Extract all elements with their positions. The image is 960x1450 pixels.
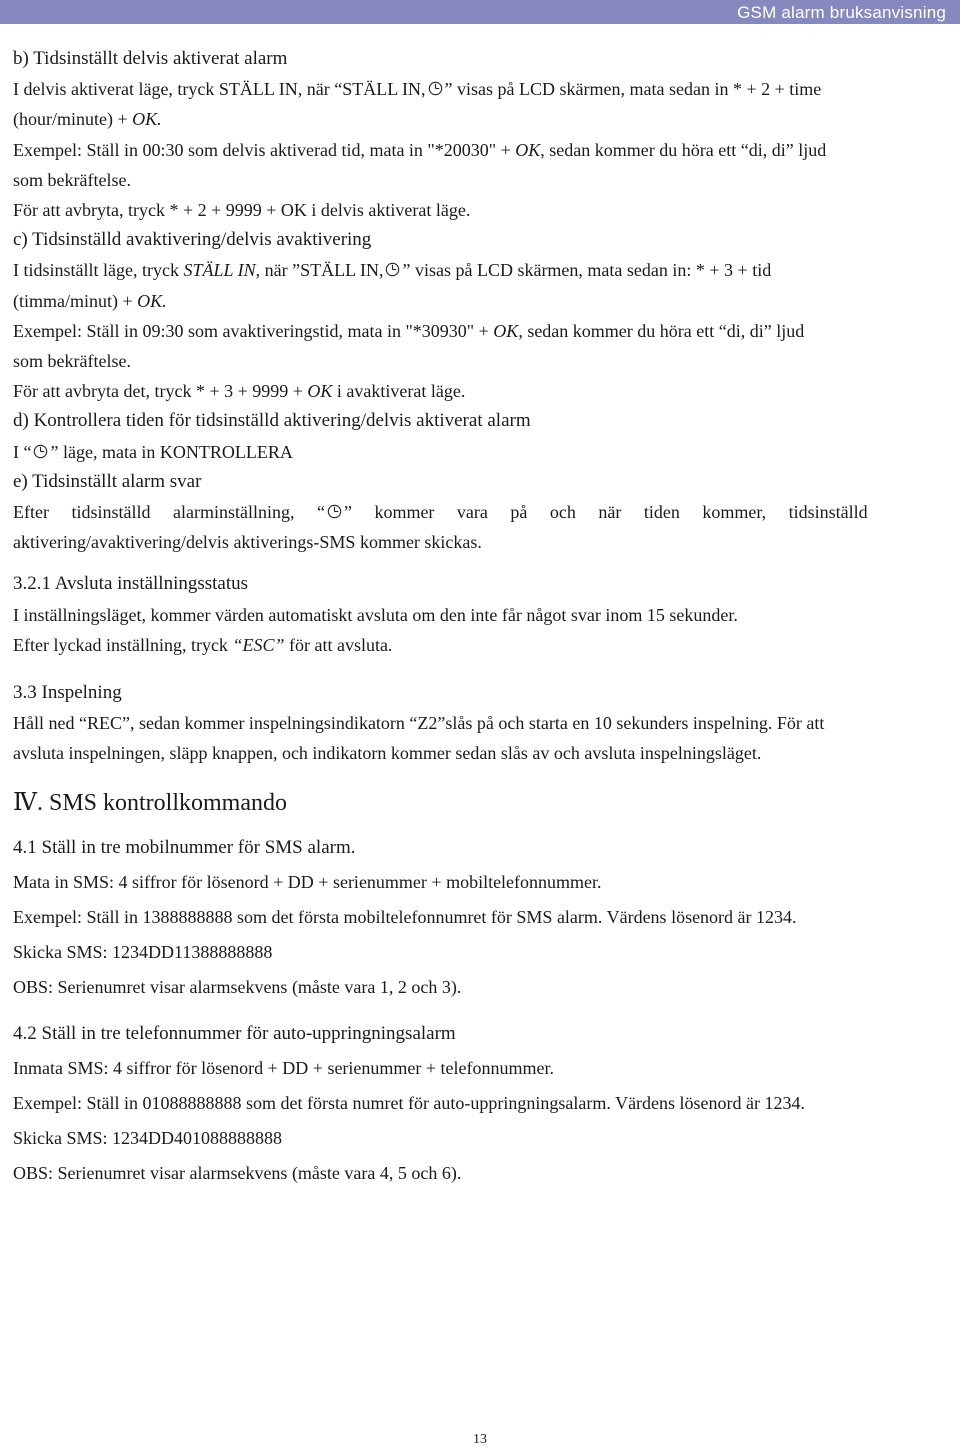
section-e-line-2: aktivering/avaktivering/delvis aktiverings-SMS kommer skickas. — [13, 532, 482, 553]
text-fragment: , sedan kommer du höra ett “di, di” ljud — [518, 320, 805, 341]
text-fragment: I tidsinställt läge, tryck — [13, 260, 184, 281]
text-fragment: när ”STÄLL IN, — [260, 260, 384, 281]
section-b-line-1 — [13, 74, 947, 104]
sms-section — [13, 831, 947, 1191]
ok-key-text: OK. — [137, 290, 167, 311]
section-e-line-1 — [13, 497, 947, 527]
section-4-1-line-3: Skicka SMS: 1234DD11388888888 — [13, 942, 273, 963]
esc-key-text: “ESC” — [232, 634, 285, 655]
section-b-line-4: som bekräftelse. — [13, 169, 131, 190]
section-c-line-4: som bekräftelse. — [13, 351, 131, 372]
clock-icon — [327, 504, 342, 519]
ok-key-text: OK. — [132, 109, 162, 130]
section-d-heading: d) Kontrollera tiden för tidsinställd aktivering/delvis aktiverat alarm — [13, 410, 531, 432]
section-c-line-5 — [13, 376, 947, 406]
spacer — [13, 1005, 947, 1017]
section-b-line-2 — [13, 104, 947, 134]
text-fragment: (hour/minute) + — [13, 109, 133, 130]
section-4-1-heading: 4.1 Ställ in tre mobilnummer för SMS alarm. — [13, 836, 356, 858]
section-c-line-2 — [13, 286, 947, 316]
section-3-2-1-line-2 — [13, 630, 947, 660]
section-3-3-heading: 3.3 Inspelning — [13, 682, 122, 704]
text-fragment: för att avsluta. — [284, 634, 393, 655]
clock-icon — [33, 444, 48, 459]
section-b-line-3 — [13, 135, 947, 165]
section-c-heading: c) Tidsinställd avaktivering/delvis avaktivering — [13, 229, 372, 251]
section-c-line-3 — [13, 316, 947, 346]
ok-key-text: OK — [493, 320, 519, 341]
text-fragment: I “ — [13, 441, 32, 462]
document-title: GSM alarm bruksanvisning — [737, 3, 946, 22]
text-fragment: Efter lyckad inställning, tryck — [13, 634, 233, 655]
section-4-1-line-1: Mata in SMS: 4 siffror för lösenord + DD + serienummer + mobiltelefonnummer. — [13, 872, 602, 893]
page-number: 13 — [473, 1432, 487, 1447]
text-fragment: ” läge, mata in KONTROLLERA — [50, 441, 293, 462]
section-4-2-line-3: Skicka SMS: 1234DD401088888888 — [13, 1128, 283, 1149]
text-fragment: Efter tidsinställd alarminställning, “ — [13, 502, 325, 523]
ok-key-text: OK — [515, 139, 541, 160]
section-e-heading: e) Tidsinställt alarm svar — [13, 470, 202, 492]
chapter-iv-heading: Ⅳ. SMS kontrollkommando — [13, 789, 287, 816]
section-4-2-line-1: Inmata SMS: 4 siffror för lösenord + DD + serienummer + telefonnummer. — [13, 1058, 555, 1079]
text-fragment: ” visas på LCD skärmen, mata sedan in: * + 3 + tid — [402, 260, 772, 281]
section-4-2-heading: 4.2 Ställ in tre telefonnummer för auto-uppringningsalarm — [13, 1022, 456, 1044]
clock-icon — [428, 81, 443, 96]
text-fragment: För att avbryta det, tryck * + 3 + 9999 + — [13, 381, 308, 402]
section-3-2-1-line-1: I inställningsläget, kommer värden automatiskt avsluta om den inte får något svar inom 15 sekunder. — [13, 604, 738, 625]
text-fragment: I delvis aktiverat läge, tryck STÄLL IN, när “STÄLL IN, — [13, 79, 426, 100]
text-fragment: Exempel: Ställ in 09:30 som avaktiveringstid, mata in "*30930" + — [13, 320, 494, 341]
ok-key-text: OK — [307, 381, 333, 402]
section-4-1-line-4: OBS: Serienumret visar alarmsekvens (måste vara 1, 2 och 3). — [13, 976, 462, 997]
section-c-line-1 — [13, 255, 947, 285]
section-3-2-1-heading: 3.2.1 Avsluta inställningsstatus — [13, 573, 249, 595]
section-3-3-line-2: avsluta inspelningen, släpp knappen, och indikatorn kommer sedan slås av och avsluta inspelningsläget. — [13, 743, 762, 764]
header-bar — [0, 0, 960, 24]
text-fragment: , sedan kommer du höra ett “di, di” ljud — [540, 139, 827, 160]
section-4-2-line-4: OBS: Serienumret visar alarmsekvens (måste vara 4, 5 och 6). — [13, 1162, 462, 1183]
section-4-1-line-2: Exempel: Ställ in 1388888888 som det första mobiltelefonnumret för SMS alarm. Värdens lösenord är 1234. — [13, 907, 797, 928]
spacer — [13, 769, 947, 787]
clock-icon — [385, 262, 400, 277]
section-b-line-5: För att avbryta, tryck * + 2 + 9999 + OK i delvis aktiverat läge. — [13, 200, 471, 221]
text-fragment: i avaktiverat läge. — [332, 381, 466, 402]
spacer — [13, 557, 947, 569]
page-content — [13, 44, 947, 1191]
section-d-line-1 — [13, 437, 947, 467]
section-4-2-line-2: Exempel: Ställ in 01088888888 som det första numret för auto-uppringningsalarm. Värdens lösenord är 1234. — [13, 1093, 806, 1114]
spacer — [13, 660, 947, 678]
section-3-3-line-1: Håll ned “REC”, sedan kommer inspelningsindikatorn “Z2”slås på och starta en 10 sekunders inspelning. För att — [13, 713, 825, 734]
text-fragment: (timma/minut) + — [13, 290, 138, 311]
section-b-heading: b) Tidsinställt delvis aktiverat alarm — [13, 48, 288, 69]
text-fragment: Exempel: Ställ in 00:30 som delvis aktiverad tid, mata in "*20030" + — [13, 139, 516, 160]
text-fragment: ” visas på LCD skärmen, mata sedan in * + 2 + time — [444, 79, 822, 100]
text-fragment: ” kommer vara på och när tiden kommer, tidsinställd — [343, 502, 868, 523]
stall-in-key-text: STÄLL IN, — [183, 260, 261, 281]
spacer — [13, 819, 947, 831]
